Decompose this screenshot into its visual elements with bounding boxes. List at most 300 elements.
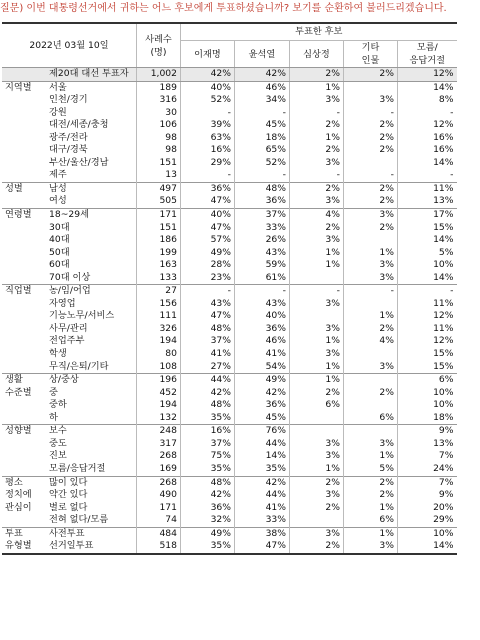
percent-cell: 49% bbox=[181, 247, 235, 260]
subgroup-cell: 대구/경북 bbox=[49, 144, 88, 156]
subgroup-cell: 40대 bbox=[49, 234, 70, 246]
table-row bbox=[2, 169, 457, 182]
category-cell: 정치에 bbox=[5, 489, 32, 501]
percent-cell: 32% bbox=[181, 514, 235, 527]
sample-count-cell: 268 bbox=[137, 476, 181, 489]
percent-cell: 42% bbox=[235, 68, 290, 82]
table-row bbox=[2, 285, 457, 298]
table-row bbox=[2, 157, 457, 170]
subgroup-cell: 30대 bbox=[49, 221, 70, 233]
sample-count-cell: 13 bbox=[137, 169, 181, 182]
percent-cell: 15% bbox=[398, 361, 457, 374]
sample-count-cell: 186 bbox=[137, 234, 181, 247]
percent-cell: 35% bbox=[235, 463, 290, 476]
percent-cell: 36% bbox=[235, 195, 290, 208]
percent-cell: 3% bbox=[290, 450, 344, 463]
percent-cell: 40% bbox=[181, 209, 235, 222]
percent-cell: 11% bbox=[398, 298, 457, 311]
category-cell bbox=[2, 222, 46, 235]
sample-count-cell: 189 bbox=[137, 81, 181, 94]
percent-cell: 36% bbox=[181, 502, 235, 515]
subgroup-cell: 기능노무/서비스 bbox=[49, 310, 115, 322]
percent-cell: 2% bbox=[290, 502, 344, 515]
category-cell bbox=[2, 259, 46, 272]
percent-cell: 15% bbox=[398, 348, 457, 361]
percent-cell: 1% bbox=[290, 247, 344, 260]
percent-cell: 2% bbox=[290, 144, 344, 157]
percent-cell: 40% bbox=[181, 81, 235, 94]
sample-count-cell: 163 bbox=[137, 259, 181, 272]
percent-cell: - bbox=[344, 285, 398, 298]
percent-cell: 35% bbox=[181, 412, 235, 425]
percent-cell: 3% bbox=[290, 489, 344, 502]
table-row bbox=[2, 514, 457, 527]
percent-cell: 12% bbox=[398, 310, 457, 323]
percent-cell: - bbox=[398, 107, 457, 120]
subgroup-cell: 광주/전라 bbox=[49, 131, 88, 143]
percent-cell: 2% bbox=[344, 144, 398, 157]
percent-cell: 3% bbox=[344, 259, 398, 272]
percent-cell: 24% bbox=[398, 463, 457, 476]
category-cell bbox=[2, 107, 46, 120]
sample-count-cell: 505 bbox=[137, 195, 181, 208]
percent-cell: 48% bbox=[181, 323, 235, 336]
table-row bbox=[2, 335, 457, 348]
percent-cell: 23% bbox=[181, 272, 235, 285]
percent-cell bbox=[344, 157, 398, 170]
percent-cell: 43% bbox=[235, 247, 290, 260]
subgroup-cell: 중 bbox=[49, 386, 58, 398]
subgroup-cell: 선거일투표 bbox=[46, 540, 137, 554]
category-cell: 수준별 bbox=[5, 386, 32, 398]
question-text: 이번 대통령선거에서 귀하는 어느 후보에게 투표하셨습니까? 보기를 순환하여 불러드리겠습니다. bbox=[26, 3, 447, 14]
percent-cell: 6% bbox=[344, 514, 398, 527]
percent-cell: 5% bbox=[398, 247, 457, 260]
sample-count-cell: 151 bbox=[137, 222, 181, 235]
percent-cell: 1% bbox=[344, 247, 398, 260]
percent-cell: 39% bbox=[181, 119, 235, 132]
category-cell bbox=[2, 514, 46, 527]
percent-cell: - bbox=[235, 107, 290, 120]
percent-cell: 36% bbox=[235, 399, 290, 412]
table-row bbox=[2, 182, 457, 195]
sample-count-cell: 1,002 bbox=[137, 68, 181, 82]
table-row bbox=[2, 259, 457, 272]
percent-cell: 45% bbox=[235, 412, 290, 425]
survey-date: 2022년 03월 10일 bbox=[2, 23, 137, 68]
percent-cell: 3% bbox=[344, 438, 398, 451]
percent-cell: 6% bbox=[398, 374, 457, 387]
sample-count-cell: 317 bbox=[137, 438, 181, 451]
percent-cell: 14% bbox=[398, 234, 457, 247]
percent-cell: 2% bbox=[344, 195, 398, 208]
percent-cell: 2% bbox=[290, 68, 344, 82]
percent-cell: 1% bbox=[290, 132, 344, 145]
sample-count-cell: 133 bbox=[137, 272, 181, 285]
category-cell bbox=[2, 247, 46, 260]
percent-cell: 12% bbox=[398, 335, 457, 348]
percent-cell: 48% bbox=[181, 476, 235, 489]
table-row bbox=[2, 119, 457, 132]
percent-cell: 3% bbox=[344, 209, 398, 222]
percent-cell: 3% bbox=[344, 94, 398, 107]
percent-cell: 44% bbox=[181, 374, 235, 387]
percent-cell: 38% bbox=[235, 527, 290, 540]
category-cell bbox=[2, 157, 46, 170]
percent-cell bbox=[344, 298, 398, 311]
percent-cell: 3% bbox=[290, 234, 344, 247]
percent-cell: 12% bbox=[398, 119, 457, 132]
sample-count-cell: 248 bbox=[137, 425, 181, 438]
percent-cell: 13% bbox=[398, 195, 457, 208]
category-cell bbox=[2, 234, 46, 247]
table-row bbox=[2, 247, 457, 260]
percent-cell: 42% bbox=[181, 489, 235, 502]
category-cell bbox=[2, 450, 46, 463]
percent-cell: 46% bbox=[235, 335, 290, 348]
percent-cell: 2% bbox=[344, 182, 398, 195]
candidate-header bbox=[344, 41, 398, 68]
percent-cell: 4% bbox=[290, 209, 344, 222]
percent-cell: 28% bbox=[181, 259, 235, 272]
category-cell bbox=[2, 68, 46, 82]
category-cell bbox=[2, 132, 46, 145]
subgroup-cell: 서울 bbox=[46, 81, 137, 94]
subgroup-cell: 60대 bbox=[49, 259, 70, 271]
percent-cell: 2% bbox=[290, 222, 344, 235]
sample-count-cell: 194 bbox=[137, 335, 181, 348]
percent-cell bbox=[290, 425, 344, 438]
percent-cell: 16% bbox=[398, 132, 457, 145]
sample-count-cell: 74 bbox=[137, 514, 181, 527]
category-cell bbox=[2, 272, 46, 285]
category-cell: 성별 bbox=[2, 182, 46, 195]
candidate-header-line: 기타 bbox=[361, 42, 380, 53]
percent-cell: 47% bbox=[181, 222, 235, 235]
percent-cell: 29% bbox=[398, 514, 457, 527]
subgroup-cell: 대전/세종/충청 bbox=[49, 119, 109, 131]
percent-cell: 2% bbox=[344, 68, 398, 82]
table-row bbox=[2, 476, 457, 489]
category-cell: 평소 bbox=[2, 476, 46, 489]
percent-cell: 42% bbox=[181, 387, 235, 400]
total-row bbox=[2, 68, 457, 82]
count-header-line: (명) bbox=[150, 46, 167, 58]
table-row bbox=[2, 502, 457, 515]
table-row bbox=[2, 222, 457, 235]
percent-cell: 37% bbox=[181, 335, 235, 348]
percent-cell: 9% bbox=[398, 425, 457, 438]
candidate-header-line: 심상정 bbox=[303, 48, 330, 60]
table-row bbox=[2, 450, 457, 463]
table-row bbox=[2, 81, 457, 94]
subgroup-cell: 사전투표 bbox=[46, 527, 137, 540]
category-cell bbox=[2, 195, 46, 208]
sample-count-cell: 98 bbox=[137, 144, 181, 157]
percent-cell: 47% bbox=[181, 195, 235, 208]
sample-count-cell: 108 bbox=[137, 361, 181, 374]
subgroup-cell: 제20대 대선 투표자 bbox=[46, 68, 137, 82]
percent-cell: 2% bbox=[290, 540, 344, 554]
percent-cell: 3% bbox=[344, 540, 398, 554]
subgroup-cell: 하 bbox=[49, 411, 58, 423]
count-header-line: 사례수 bbox=[145, 33, 172, 45]
percent-cell: 2% bbox=[344, 132, 398, 145]
percent-cell: 1% bbox=[290, 81, 344, 94]
percent-cell: 40% bbox=[235, 310, 290, 323]
percent-cell: 2% bbox=[290, 387, 344, 400]
percent-cell bbox=[344, 374, 398, 387]
subgroup-cell: 강원 bbox=[49, 106, 67, 118]
category-cell: 관심이 bbox=[5, 501, 32, 513]
percent-cell: 3% bbox=[290, 157, 344, 170]
percent-cell bbox=[344, 425, 398, 438]
percent-cell: 61% bbox=[235, 272, 290, 285]
percent-cell: 42% bbox=[235, 476, 290, 489]
subgroup-cell: 상/중상 bbox=[46, 374, 137, 387]
percent-cell: 8% bbox=[398, 94, 457, 107]
table-row bbox=[2, 438, 457, 451]
percent-cell: 14% bbox=[398, 272, 457, 285]
percent-cell: 17% bbox=[398, 209, 457, 222]
candidate-header-line: 윤석열 bbox=[248, 48, 276, 60]
percent-cell: 15% bbox=[398, 222, 457, 235]
percent-cell: 45% bbox=[235, 119, 290, 132]
percent-cell: 3% bbox=[290, 298, 344, 311]
subgroup-cell: 무직/은퇴/기타 bbox=[49, 360, 109, 372]
percent-cell: 14% bbox=[398, 81, 457, 94]
sample-count-cell: 111 bbox=[137, 310, 181, 323]
table-row bbox=[2, 374, 457, 387]
percent-cell: 2% bbox=[344, 323, 398, 336]
table-row bbox=[2, 323, 457, 336]
percent-cell: 5% bbox=[344, 463, 398, 476]
percent-cell: 13% bbox=[398, 438, 457, 451]
category-cell: 연령별 bbox=[2, 209, 46, 222]
category-cell: 유형별 bbox=[2, 540, 46, 554]
category-cell: 투표 bbox=[2, 527, 46, 540]
subgroup-cell: 중도 bbox=[49, 437, 67, 449]
percent-cell: 16% bbox=[398, 144, 457, 157]
subgroup-cell: 보수 bbox=[46, 425, 137, 438]
percent-cell: 14% bbox=[398, 540, 457, 554]
subgroup-cell: 50대 bbox=[49, 246, 70, 258]
subgroup-cell: 인천/경기 bbox=[49, 94, 88, 106]
percent-cell: 1% bbox=[290, 361, 344, 374]
percent-cell: 47% bbox=[235, 540, 290, 554]
category-cell: 지역별 bbox=[2, 81, 46, 94]
category-cell bbox=[2, 310, 46, 323]
percent-cell: 14% bbox=[398, 157, 457, 170]
category-cell: 직업별 bbox=[2, 285, 46, 298]
percent-cell: 4% bbox=[344, 335, 398, 348]
sample-count-cell: 497 bbox=[137, 182, 181, 195]
table-row bbox=[2, 272, 457, 285]
candidate-header-line: 모름/ bbox=[416, 42, 438, 53]
percent-cell: 1% bbox=[344, 450, 398, 463]
percent-cell: 33% bbox=[235, 514, 290, 527]
percent-cell: 2% bbox=[344, 387, 398, 400]
percent-cell: 43% bbox=[181, 298, 235, 311]
subgroup-cell: 진보 bbox=[49, 450, 67, 462]
percent-cell: 1% bbox=[290, 463, 344, 476]
percent-cell: 36% bbox=[235, 323, 290, 336]
candidate-header bbox=[235, 41, 290, 68]
sample-count-cell: 80 bbox=[137, 348, 181, 361]
percent-cell: 54% bbox=[235, 361, 290, 374]
sample-count-cell: 196 bbox=[137, 374, 181, 387]
percent-cell: 29% bbox=[181, 157, 235, 170]
percent-cell: 2% bbox=[290, 476, 344, 489]
percent-cell: 6% bbox=[290, 399, 344, 412]
sample-count-cell: 171 bbox=[137, 502, 181, 515]
table-row bbox=[2, 144, 457, 157]
percent-cell: 1% bbox=[344, 527, 398, 540]
percent-cell: - bbox=[290, 107, 344, 120]
category-cell bbox=[2, 323, 46, 336]
table-row bbox=[2, 310, 457, 323]
subgroup-cell: 모름/응답거절 bbox=[49, 462, 106, 474]
percent-cell: 41% bbox=[181, 348, 235, 361]
table-row bbox=[2, 107, 457, 120]
candidate-header bbox=[290, 41, 344, 68]
percent-cell bbox=[290, 272, 344, 285]
sample-count-cell: 484 bbox=[137, 527, 181, 540]
percent-cell: 42% bbox=[181, 68, 235, 82]
subgroup-cell: 농/임/어업 bbox=[46, 285, 137, 298]
category-cell bbox=[2, 348, 46, 361]
question-prefix: 질문) bbox=[0, 3, 24, 14]
percent-cell: 1% bbox=[290, 259, 344, 272]
category-cell bbox=[2, 361, 46, 374]
subgroup-cell: 남성 bbox=[46, 182, 137, 195]
subgroup-cell: 학생 bbox=[49, 348, 67, 360]
percent-cell: 52% bbox=[235, 157, 290, 170]
candidate-header-line: 응답거절 bbox=[409, 55, 445, 66]
percent-cell: 10% bbox=[398, 527, 457, 540]
category-cell bbox=[2, 399, 46, 412]
percent-cell: 3% bbox=[290, 527, 344, 540]
percent-cell: 42% bbox=[235, 387, 290, 400]
percent-cell: 2% bbox=[344, 489, 398, 502]
sample-count-cell: 171 bbox=[137, 209, 181, 222]
percent-cell: - bbox=[398, 285, 457, 298]
subgroup-cell: 부산/울산/경남 bbox=[49, 156, 109, 168]
subgroup-cell: 전혀 없다/모름 bbox=[49, 514, 109, 526]
sample-count-cell: 199 bbox=[137, 247, 181, 260]
percent-cell: 16% bbox=[181, 144, 235, 157]
sample-count-cell: 156 bbox=[137, 298, 181, 311]
percent-cell: 20% bbox=[398, 502, 457, 515]
subgroup-cell: 약간 있다 bbox=[49, 489, 88, 501]
table-row bbox=[2, 463, 457, 476]
percent-cell: 76% bbox=[235, 425, 290, 438]
percent-cell: 3% bbox=[344, 272, 398, 285]
category-cell bbox=[2, 412, 46, 425]
category-cell bbox=[2, 298, 46, 311]
table-row bbox=[2, 348, 457, 361]
percent-cell: 46% bbox=[235, 81, 290, 94]
sample-count-cell: 316 bbox=[137, 94, 181, 107]
percent-cell: 47% bbox=[181, 310, 235, 323]
percent-cell: 16% bbox=[181, 425, 235, 438]
category-cell: 생활 bbox=[2, 374, 46, 387]
table-row bbox=[2, 387, 457, 400]
percent-cell: 9% bbox=[398, 489, 457, 502]
percent-cell: 36% bbox=[181, 182, 235, 195]
count-header bbox=[137, 23, 181, 68]
percent-cell: 34% bbox=[235, 94, 290, 107]
percent-cell: 44% bbox=[235, 438, 290, 451]
percent-cell: 14% bbox=[235, 450, 290, 463]
subgroup-cell: 70대 이상 bbox=[49, 271, 91, 283]
table-row bbox=[2, 527, 457, 540]
category-cell bbox=[2, 144, 46, 157]
category-cell bbox=[2, 463, 46, 476]
category-cell bbox=[2, 335, 46, 348]
percent-cell: 41% bbox=[235, 348, 290, 361]
percent-cell: 7% bbox=[398, 450, 457, 463]
results-table bbox=[2, 22, 457, 555]
percent-cell: 3% bbox=[344, 361, 398, 374]
percent-cell: 18% bbox=[398, 412, 457, 425]
percent-cell: 35% bbox=[181, 463, 235, 476]
percent-cell: 10% bbox=[398, 399, 457, 412]
percent-cell: 59% bbox=[235, 259, 290, 272]
percent-cell: 26% bbox=[235, 234, 290, 247]
table-row bbox=[2, 94, 457, 107]
percent-cell: 48% bbox=[235, 182, 290, 195]
percent-cell: 49% bbox=[181, 527, 235, 540]
candidate-group-header: 투표한 후보 bbox=[181, 23, 457, 41]
percent-cell: - bbox=[181, 285, 235, 298]
subgroup-cell: 제주 bbox=[49, 169, 67, 181]
subgroup-cell: 많이 있다 bbox=[46, 476, 137, 489]
percent-cell: - bbox=[398, 169, 457, 182]
percent-cell: 2% bbox=[290, 119, 344, 132]
percent-cell: 48% bbox=[181, 399, 235, 412]
percent-cell: 6% bbox=[344, 412, 398, 425]
percent-cell bbox=[290, 310, 344, 323]
percent-cell: - bbox=[290, 285, 344, 298]
percent-cell: 63% bbox=[181, 132, 235, 145]
percent-cell: 37% bbox=[181, 438, 235, 451]
table-row bbox=[2, 412, 457, 425]
sample-count-cell: 151 bbox=[137, 157, 181, 170]
percent-cell: - bbox=[181, 169, 235, 182]
subgroup-cell: 사무/관리 bbox=[49, 322, 88, 334]
survey-question bbox=[0, 0, 480, 22]
sample-count-cell: 194 bbox=[137, 399, 181, 412]
percent-cell: 35% bbox=[181, 540, 235, 554]
percent-cell: - bbox=[344, 107, 398, 120]
category-cell bbox=[2, 438, 46, 451]
sample-count-cell: 169 bbox=[137, 463, 181, 476]
table-row bbox=[2, 489, 457, 502]
sample-count-cell: 268 bbox=[137, 450, 181, 463]
sample-count-cell: 98 bbox=[137, 132, 181, 145]
percent-cell: 1% bbox=[344, 310, 398, 323]
percent-cell: 1% bbox=[344, 502, 398, 515]
sample-count-cell: 106 bbox=[137, 119, 181, 132]
category-cell bbox=[2, 119, 46, 132]
percent-cell: 3% bbox=[290, 438, 344, 451]
percent-cell: - bbox=[235, 169, 290, 182]
percent-cell: 57% bbox=[181, 234, 235, 247]
percent-cell: 10% bbox=[398, 259, 457, 272]
percent-cell bbox=[290, 514, 344, 527]
percent-cell: 3% bbox=[290, 195, 344, 208]
